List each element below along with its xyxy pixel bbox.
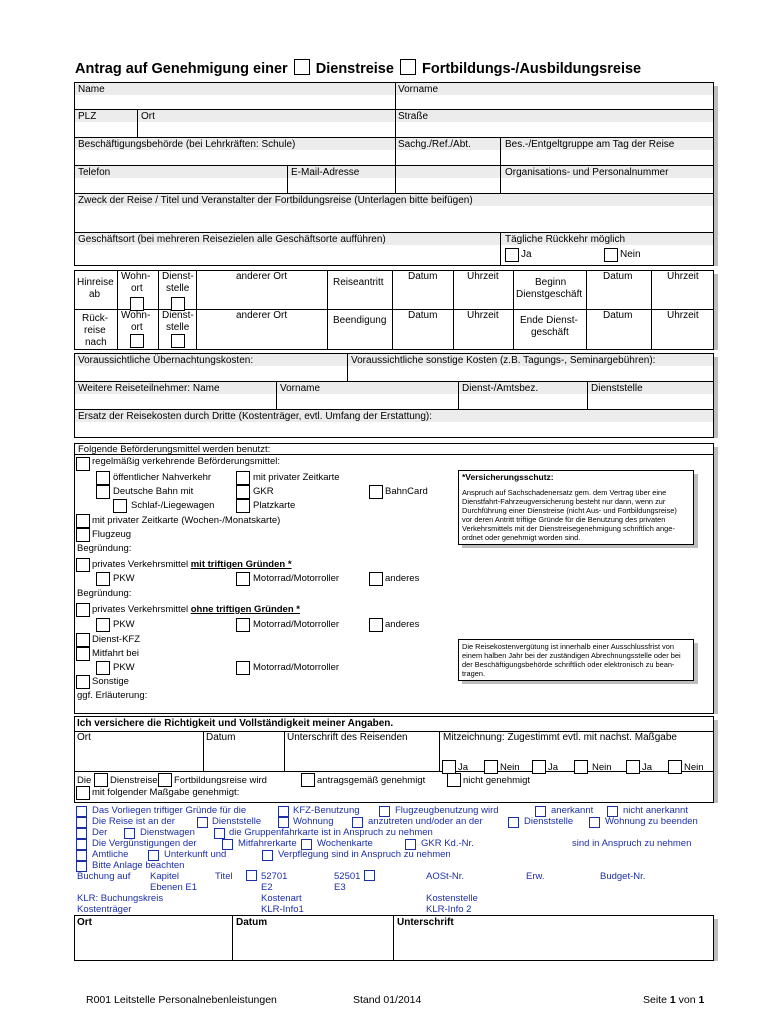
pv-ohne-a: privates Verkehrsmittel — [92, 604, 191, 615]
k-buchung: Buchung auf — [77, 871, 131, 882]
label-uhrzeit-1: Uhrzeit — [467, 271, 499, 282]
k-kostenstelle: Kostenstelle — [426, 893, 478, 904]
label-transport-intro: Folgende Beförderungsmittel werden benutzt: — [78, 444, 271, 455]
label-anderes-2: anderes — [385, 619, 420, 630]
gkr-checkbox[interactable] — [236, 485, 250, 499]
zeitkarte-checkbox[interactable] — [236, 471, 250, 485]
pv-ohne-checkbox[interactable] — [76, 603, 90, 617]
label-ende-dienst: Ende Dienst- — [520, 315, 578, 326]
label-telefon: Telefon — [78, 167, 111, 178]
label-uhrzeit-2: Uhrzeit — [667, 271, 699, 282]
footer-von: von — [675, 994, 699, 1006]
admin-r2-checkbox[interactable] — [76, 817, 87, 828]
mitz-nein-1-checkbox[interactable] — [484, 760, 498, 774]
pkw-3-checkbox[interactable] — [96, 661, 110, 675]
label-name: Name — [78, 84, 105, 95]
footer-seite: Seite — [643, 994, 670, 1006]
approval-dienstreise-checkbox[interactable] — [94, 773, 108, 787]
approval-fortbildung-checkbox[interactable] — [158, 773, 172, 787]
label-oepnv: öffentlicher Nahverkehr — [113, 472, 212, 483]
label-db: Deutsche Bahn mit — [113, 486, 194, 497]
mitz-nein-2-checkbox[interactable] — [574, 760, 588, 774]
approval-fortbildung: Fortbildungsreise wird — [174, 775, 267, 786]
label-stelle-2: stelle — [166, 322, 190, 333]
label-uhrzeit-4: Uhrzeit — [667, 310, 699, 321]
label-rueck: Rück- — [82, 313, 109, 324]
mitz-ja-3-checkbox[interactable] — [626, 760, 640, 774]
admin-r4-checkbox[interactable] — [76, 839, 87, 850]
approval-nicht-checkbox[interactable] — [447, 773, 461, 787]
k-klr: KLR: Buchungskreis — [77, 893, 164, 904]
pkw-1-checkbox[interactable] — [96, 572, 110, 586]
admin-r2a: Die Reise ist an der — [92, 816, 175, 827]
label-mitfahrt: Mitfahrt bei — [92, 648, 139, 659]
k-ebenen: Ebenen E1 — [150, 882, 198, 893]
label-anderes-1: anderes — [385, 573, 420, 584]
label-beginn: Beginn — [535, 277, 567, 288]
admin-r5-checkbox[interactable] — [76, 850, 87, 861]
admin-r1c: Flugzeugbenutzung wird — [395, 805, 499, 816]
final-datum: Datum — [236, 917, 268, 928]
title-dienstreise: Dienstreise — [315, 61, 394, 77]
notice-line: tragen. — [462, 669, 486, 678]
label-geschaeft: geschäft — [531, 327, 569, 338]
admin-r2-dienststelle-checkbox[interactable] — [197, 817, 208, 828]
approval-die: Die — [77, 775, 92, 786]
label-nach: nach — [85, 337, 107, 348]
mitz-ja-3: Ja — [642, 762, 653, 773]
admin-r4a: Die Vergünstigungen der — [92, 838, 197, 849]
k-52501-checkbox[interactable] — [364, 870, 375, 881]
label-vorname: Vorname — [398, 84, 439, 95]
k-52701-checkbox[interactable] — [246, 870, 257, 881]
flugzeug-checkbox[interactable] — [76, 528, 90, 542]
label-teilnehmer-dienststelle: Dienststelle — [591, 383, 643, 394]
approval-massgabe-checkbox[interactable] — [76, 786, 90, 800]
k-52501: 52501 — [334, 871, 361, 882]
label-behoerde: Beschäftigungsbehörde (bei Lehrkräften: Schule) — [78, 139, 296, 150]
label-sonstige-kosten: Voraussichtliche sonstige Kosten (z.B. Tagungs-, Seminargebühren): — [351, 355, 656, 366]
k-aost: AOSt-Nr. — [426, 871, 465, 882]
label-email: E-Mail-Adresse — [291, 167, 360, 178]
k-e3: E3 — [334, 882, 346, 893]
insurance-line: vor deren Antritt triftige Gründe für die Benutzung des privaten — [462, 515, 666, 524]
label-dienst-1: Dienst- — [162, 271, 194, 282]
k-erw: Erw. — [526, 871, 545, 882]
footer-left: R001 Leitstelle Personalnebenleistungen — [86, 994, 277, 1006]
admin-r5c: Verpflegung sind in Anspruch zu nehmen — [278, 849, 451, 860]
label-bahncard: BahnCard — [385, 486, 428, 497]
pv-triftig-a: privates Verkehrsmittel — [92, 559, 191, 570]
insurance-line: Anspruch auf Sachschadenersatz gem. dem Vertrag über eine — [462, 488, 667, 497]
label-pv-ohne — [92, 604, 300, 616]
sonstige-checkbox[interactable] — [76, 675, 90, 689]
label-anderer-ort-2: anderer Ort — [236, 310, 288, 321]
admin-r1-checkbox[interactable] — [76, 806, 87, 817]
motorrad-1-checkbox[interactable] — [236, 572, 250, 586]
label-datum-2: Datum — [603, 271, 633, 282]
rueckkehr-nein-checkbox[interactable] — [604, 248, 618, 262]
admin-r3c: die Gruppenfahrkarte ist in Anspruch zu nehmen — [229, 827, 433, 838]
admin-r2-wohnung2-checkbox[interactable] — [589, 817, 600, 828]
admin-r2d: anzutreten und/oder an der — [368, 816, 483, 827]
label-uhrzeit-3: Uhrzeit — [467, 310, 499, 321]
footer-mid: Stand 01/2014 — [353, 994, 422, 1006]
mitfahrt-checkbox[interactable] — [76, 647, 90, 661]
mitz-ja-2-checkbox[interactable] — [532, 760, 546, 774]
label-orgnr: Organisations- und Personalnummer — [505, 167, 669, 178]
k-kostenart: Kostenart — [261, 893, 302, 904]
k-kostentraeger: Kostenträger — [77, 904, 132, 915]
approval-massgabe: mit folgender Maßgabe genehmigt: — [92, 787, 240, 798]
admin-r2c: Wohnung — [293, 816, 334, 827]
admin-r4b: Mitfahrerkarte — [238, 838, 297, 849]
label-geschaeftsort: Geschäftsort (bei mehreren Reisezielen alle Geschäftsorte aufführen) — [78, 234, 386, 245]
admin-r5b: Unterkunft und — [164, 849, 227, 860]
title-dienstreise-checkbox[interactable] — [294, 59, 310, 75]
notice-line: der Beschäftigungsbehörde schriftlich oder elektronisch zu bean- — [462, 660, 675, 669]
bahncard-checkbox[interactable] — [369, 485, 383, 499]
pv-triftig-b: mit triftigen Gründen * — [190, 559, 292, 570]
footer-total: 1 — [698, 994, 705, 1006]
hinreise-wohnort-checkbox[interactable] — [130, 297, 144, 311]
label-rueckkehr: Tägliche Rückkehr möglich — [505, 234, 626, 245]
label-entgelt: Bes.-/Entgeltgruppe am Tag der Reise — [505, 139, 675, 150]
label-platzkarte: Platzkarte — [253, 500, 296, 511]
k-budget: Budget-Nr. — [600, 871, 646, 882]
pv-ohne-b: ohne triftigen Gründen * — [190, 604, 300, 615]
label-uebernachtung: Voraussichtliche Übernachtungskosten: — [78, 355, 254, 366]
schlaf-checkbox[interactable] — [113, 499, 127, 513]
mitz-nein-2: Nein — [592, 762, 612, 773]
k-klr2: KLR-Info 2 — [426, 904, 472, 915]
label-amtsbez: Dienst-/Amtsbez. — [462, 383, 539, 394]
admin-r2-dienststelle2-checkbox[interactable] — [508, 817, 519, 828]
admin-r3-checkbox[interactable] — [76, 828, 87, 839]
label-begruendung-2: Begründung: — [77, 588, 132, 599]
label-pv-triftig — [92, 559, 292, 571]
admin-r1b: KFZ-Benutzung — [293, 805, 360, 816]
rueckreise-wohnort-checkbox[interactable] — [130, 334, 144, 348]
zeitkarte-wm-checkbox[interactable] — [76, 514, 90, 528]
anderes-2-checkbox[interactable] — [369, 618, 383, 632]
label-erlaeuterung: ggf. Erläuterung: — [77, 690, 148, 701]
approval-gemaess: antragsgemäß genehmigt — [317, 775, 426, 786]
label-gkr: GKR — [253, 486, 274, 497]
admin-gruppenfahrkarte-checkbox[interactable] — [214, 828, 225, 839]
mitz-nein-1: Nein — [500, 762, 520, 773]
hinreise-dienststelle-checkbox[interactable] — [171, 297, 185, 311]
label-ab: ab — [89, 289, 101, 300]
anderes-1-checkbox[interactable] — [369, 572, 383, 586]
insurance-line: ordnet oder genehmigt worden sind. — [462, 533, 581, 542]
label-wohn-1: Wohn- — [121, 271, 151, 282]
mitz-nein-3-checkbox[interactable] — [668, 760, 682, 774]
rueckkehr-ja-checkbox[interactable] — [505, 248, 519, 262]
label-schlaf: Schlaf-/Liegewagen — [131, 500, 215, 511]
admin-r5a: Amtliche — [92, 849, 129, 860]
admin-r2b: Dienststelle — [212, 816, 262, 827]
k-klr1: KLR-Info1 — [261, 904, 304, 915]
label-regel: regelmäßig verkehrende Beförderungsmittel: — [92, 456, 280, 467]
motorrad-2-checkbox[interactable] — [236, 618, 250, 632]
form-title — [75, 59, 641, 78]
label-sachg: Sachg./Ref./Abt. — [398, 139, 471, 150]
label-dienstgeschaeft: Dienstgeschäft — [516, 289, 583, 300]
approval-nicht: nicht genehmigt — [463, 775, 531, 786]
admin-r4d: GKR Kd.-Nr. — [421, 838, 474, 849]
admin-kfz-checkbox[interactable] — [278, 806, 289, 817]
label-motorrad-3: Motorrad/Motorroller — [253, 662, 340, 673]
label-hinreise: Hinreise — [77, 277, 114, 288]
notice-line: Die Reisekostenvergütung ist innerhalb einer Ausschlussfrist von — [462, 642, 674, 651]
rueckkehr-nein-label: Nein — [620, 249, 641, 260]
admin-r4c: Wochenkarte — [317, 838, 373, 849]
label-teilnehmer: Weitere Reiseteilnehmer: Name — [78, 383, 220, 394]
label-reise: reise — [84, 325, 106, 336]
label-wohn-2: Wohn- — [121, 310, 151, 321]
db-checkbox[interactable] — [96, 485, 110, 499]
pkw-2-checkbox[interactable] — [96, 618, 110, 632]
sig-label-mitzeichnung: Mitzeichnung: Zugestimmt evtl. mit nachst. Maßgabe — [443, 732, 677, 743]
label-motorrad-2: Motorrad/Motorroller — [253, 619, 340, 630]
k-titel: Titel — [215, 871, 233, 882]
admin-r6: Bitte Anlage beachten — [92, 860, 185, 871]
label-dienst-2: Dienst- — [162, 310, 194, 321]
sig-label-datum: Datum — [206, 732, 236, 743]
admin-r2f: Wohnung zu beenden — [605, 816, 698, 827]
insurance-line: Durchführung einer Dienstreise (nicht Aus- und Fortbildungsreise) — [462, 506, 677, 515]
label-flugzeug: Flugzeug — [92, 529, 132, 540]
mitz-ja-1: Ja — [458, 762, 469, 773]
mitz-ja-1-checkbox[interactable] — [442, 760, 456, 774]
title-prefix: Antrag auf Genehmigung einer — [75, 61, 288, 77]
insurance-line: Dienstfahrt-Fahrzeugversicherung besteht nur dann, wenn zur — [462, 497, 666, 506]
mitz-ja-2: Ja — [548, 762, 559, 773]
sig-label-unterschrift: Unterschrift des Reisenden — [287, 732, 408, 743]
label-anderer-ort-1: anderer Ort — [236, 271, 288, 282]
mitz-nein-3: Nein — [684, 762, 704, 773]
label-sonstige: Sonstige — [92, 676, 129, 687]
admin-r3a: Der — [92, 827, 108, 838]
label-wohnort-2: ort — [131, 322, 143, 333]
label-reiseantritt: Reiseantritt — [333, 277, 384, 288]
label-dienstkfz: Dienst-KFZ — [92, 634, 141, 645]
label-pkw-2: PKW — [113, 619, 135, 630]
footer-page: 1 — [669, 994, 676, 1006]
versichere-text: Ich versichere die Richtigkeit und Vollständigkeit meiner Angaben. — [77, 718, 394, 729]
label-pkw-1: PKW — [113, 573, 135, 584]
admin-r2e: Dienststelle — [524, 816, 574, 827]
sig-label-ort: Ort — [77, 732, 91, 743]
label-begruendung-1: Begründung: — [77, 543, 132, 554]
approval-dienstreise: Dienstreise — [110, 775, 158, 786]
label-zweck: Zweck der Reise / Titel und Veranstalter der Fortbildungsreise (Unterlagen bitte beifügen) — [78, 195, 473, 206]
admin-r1a: Das Vorliegen triftiger Gründe für die — [92, 805, 247, 816]
label-zeitkarte-wm: mit privater Zeitkarte (Wochen-/Monatskarte) — [92, 515, 281, 526]
title-fortbildung-checkbox[interactable] — [400, 59, 416, 75]
label-plz: PLZ — [78, 111, 97, 122]
label-datum-3: Datum — [408, 310, 438, 321]
label-pkw-3: PKW — [113, 662, 135, 673]
final-unterschrift: Unterschrift — [397, 917, 454, 928]
dienstkfz-checkbox[interactable] — [76, 633, 90, 647]
admin-r3b: Dienstwagen — [140, 827, 195, 838]
k-52701: 52701 — [261, 871, 288, 882]
label-wohnort-1: ort — [131, 283, 143, 294]
platzkarte-checkbox[interactable] — [236, 499, 250, 513]
label-zeitkarte: mit privater Zeitkarte — [253, 472, 340, 483]
pv-triftig-checkbox[interactable] — [76, 558, 90, 572]
final-ort: Ort — [77, 917, 92, 928]
label-teilnehmer-vorname: Vorname — [280, 383, 321, 394]
k-kapitel: Kapitel — [150, 871, 180, 882]
motorrad-3-checkbox[interactable] — [236, 661, 250, 675]
title-fortbildung: Fortbildungs-/Ausbildungsreise — [422, 61, 642, 77]
notice-line: einem halben Jahr bei der zuständigen Abrechnungsstelle oder bei — [462, 651, 681, 660]
label-ersatz: Ersatz der Reisekosten durch Dritte (Kostenträger, evtl. Umfang der Erstattung): — [78, 411, 433, 422]
label-motorrad-1: Motorrad/Motorroller — [253, 573, 340, 584]
label-datum-1: Datum — [408, 271, 438, 282]
admin-r4e: sind in Anspruch zu nehmen — [572, 838, 692, 849]
admin-verpflegung-checkbox[interactable] — [262, 850, 273, 861]
insurance-title: *Versicherungsschutz: — [462, 472, 554, 482]
rueckkehr-ja-label: Ja — [521, 249, 532, 260]
approval-gemaess-checkbox[interactable] — [301, 773, 315, 787]
insurance-line: Verkehrsmittels mit der Dienstreisegenehmigung schriftlich ange- — [462, 524, 675, 533]
rueckreise-dienststelle-checkbox[interactable] — [171, 334, 185, 348]
label-datum-4: Datum — [603, 310, 633, 321]
label-strasse: Straße — [398, 111, 429, 122]
label-ort: Ort — [141, 111, 155, 122]
admin-r1d: anerkannt — [551, 805, 594, 816]
label-beendigung: Beendigung — [333, 315, 387, 326]
oepnv-checkbox[interactable] — [96, 471, 110, 485]
admin-r1e: nicht anerkannt — [623, 805, 688, 816]
k-e2: E2 — [261, 882, 273, 893]
label-stelle-1: stelle — [166, 283, 190, 294]
regel-checkbox[interactable] — [76, 457, 90, 471]
footer-right — [643, 994, 704, 1006]
